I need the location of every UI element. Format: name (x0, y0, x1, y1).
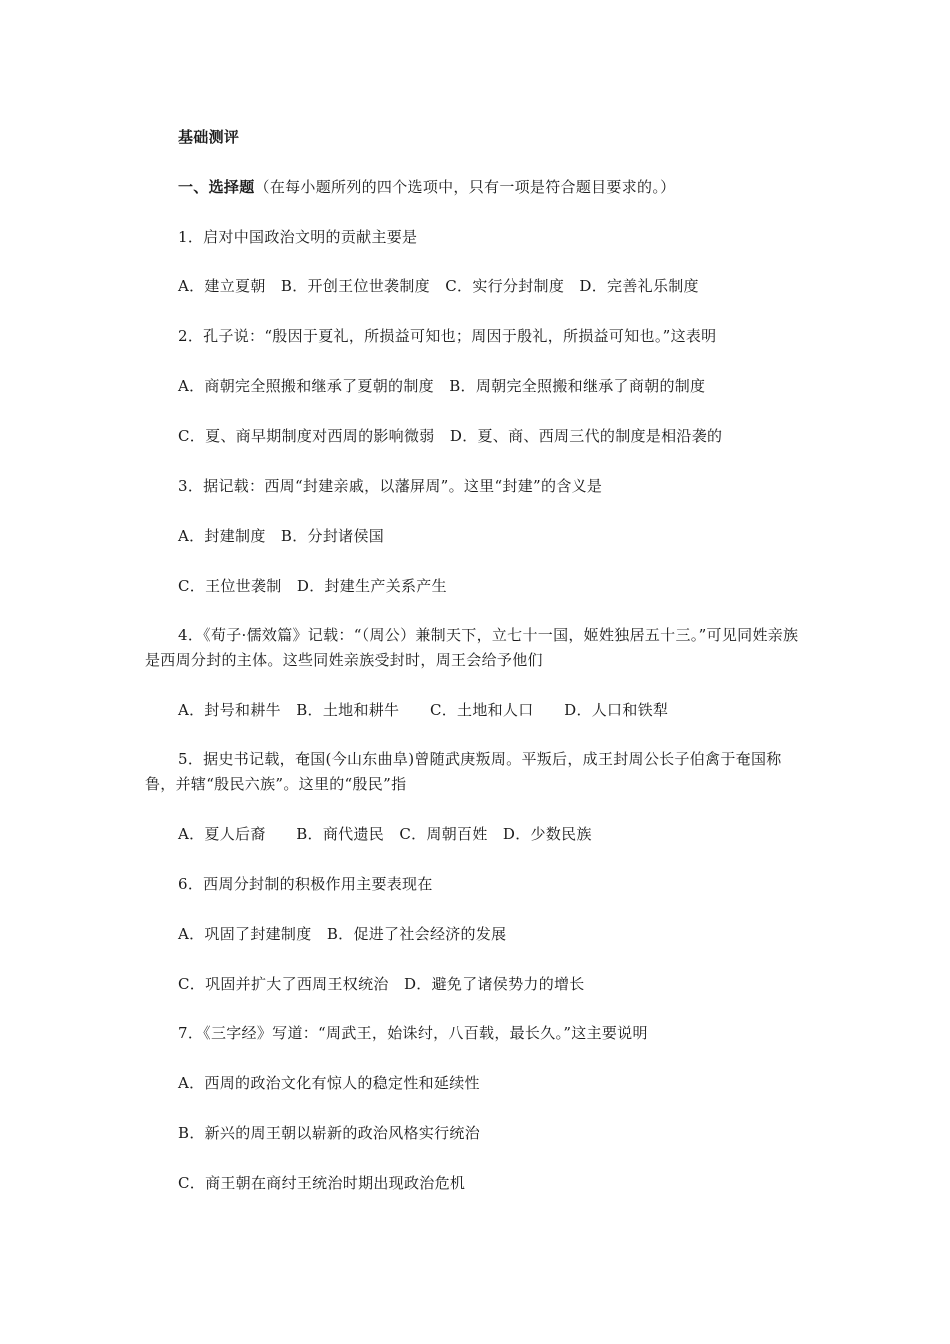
heading: 基础测评 (178, 128, 240, 146)
question-1-options: A．建立夏朝 B．开创王位世袭制度 C．实行分封制度 D．完善礼乐制度 (178, 277, 699, 295)
question-4-options: A．封号和耕牛 B．土地和耕牛 C．土地和人口 D．人口和铁犁 (178, 701, 669, 719)
question-7-option-c: C．商王朝在商纣王统治时期出现政治危机 (178, 1174, 466, 1192)
question-7: 7．《三字经》写道：“周武王，始诛纣，八百载，最长久。”这主要说明 (178, 1024, 648, 1042)
question-6-options-row-1: A．巩固了封建制度 B．促进了社会经济的发展 (178, 925, 507, 943)
question-6-options-row-2: C．巩固并扩大了西周王权统治 D．避免了诸侯势力的增长 (178, 975, 585, 993)
question-5-options: A．夏人后裔 B．商代遗民 C．周朝百姓 D．少数民族 (178, 825, 592, 843)
question-5: 5．据史书记载，奄国(今山东曲阜)曾随武庚叛周。平叛后，成王封周公长子伯禽于奄国称鲁，并辖“殷民六族”。这里的“殷民”指 (145, 750, 782, 793)
question-4: 4．《荀子·儒效篇》记载：“（周公）兼制天下，立七十一国，姬姓独居五十三。”可见同姓亲族是西周分封的主体。这些同姓亲族受封时，周王会给予他们 (145, 626, 799, 669)
question-2-options-row-1: A．商朝完全照搬和继承了夏朝的制度 B．周朝完全照搬和继承了商朝的制度 (178, 377, 706, 395)
section-title: 一、选择题 (178, 178, 255, 196)
question-3-options-row-2: C．王位世袭制 D．封建生产关系产生 (178, 577, 447, 595)
question-2-options-row-2: C．夏、商早期制度对西周的影响微弱 D．夏、商、西周三代的制度是相沿袭的 (178, 427, 723, 445)
section-heading (178, 177, 675, 197)
question-7-option-b: B．新兴的周王朝以崭新的政治风格实行统治 (178, 1124, 481, 1142)
question-1: 1．启对中国政治文明的贡献主要是 (178, 228, 418, 246)
question-3-options-row-1: A．封建制度 B．分封诸侯国 (178, 527, 385, 545)
question-6: 6．西周分封制的积极作用主要表现在 (178, 875, 433, 893)
question-3: 3．据记载：西周“封建亲戚，以藩屏周”。这里“封建”的含义是 (178, 477, 603, 495)
question-7-option-a: A．西周的政治文化有惊人的稳定性和延续性 (178, 1074, 480, 1092)
section-note: （在每小题所列的四个选项中，只有一项是符合题目要求的。） (254, 178, 676, 196)
question-2: 2．孔子说：“殷因于夏礼，所损益可知也；周因于殷礼，所损益可知也。”这表明 (178, 327, 717, 345)
